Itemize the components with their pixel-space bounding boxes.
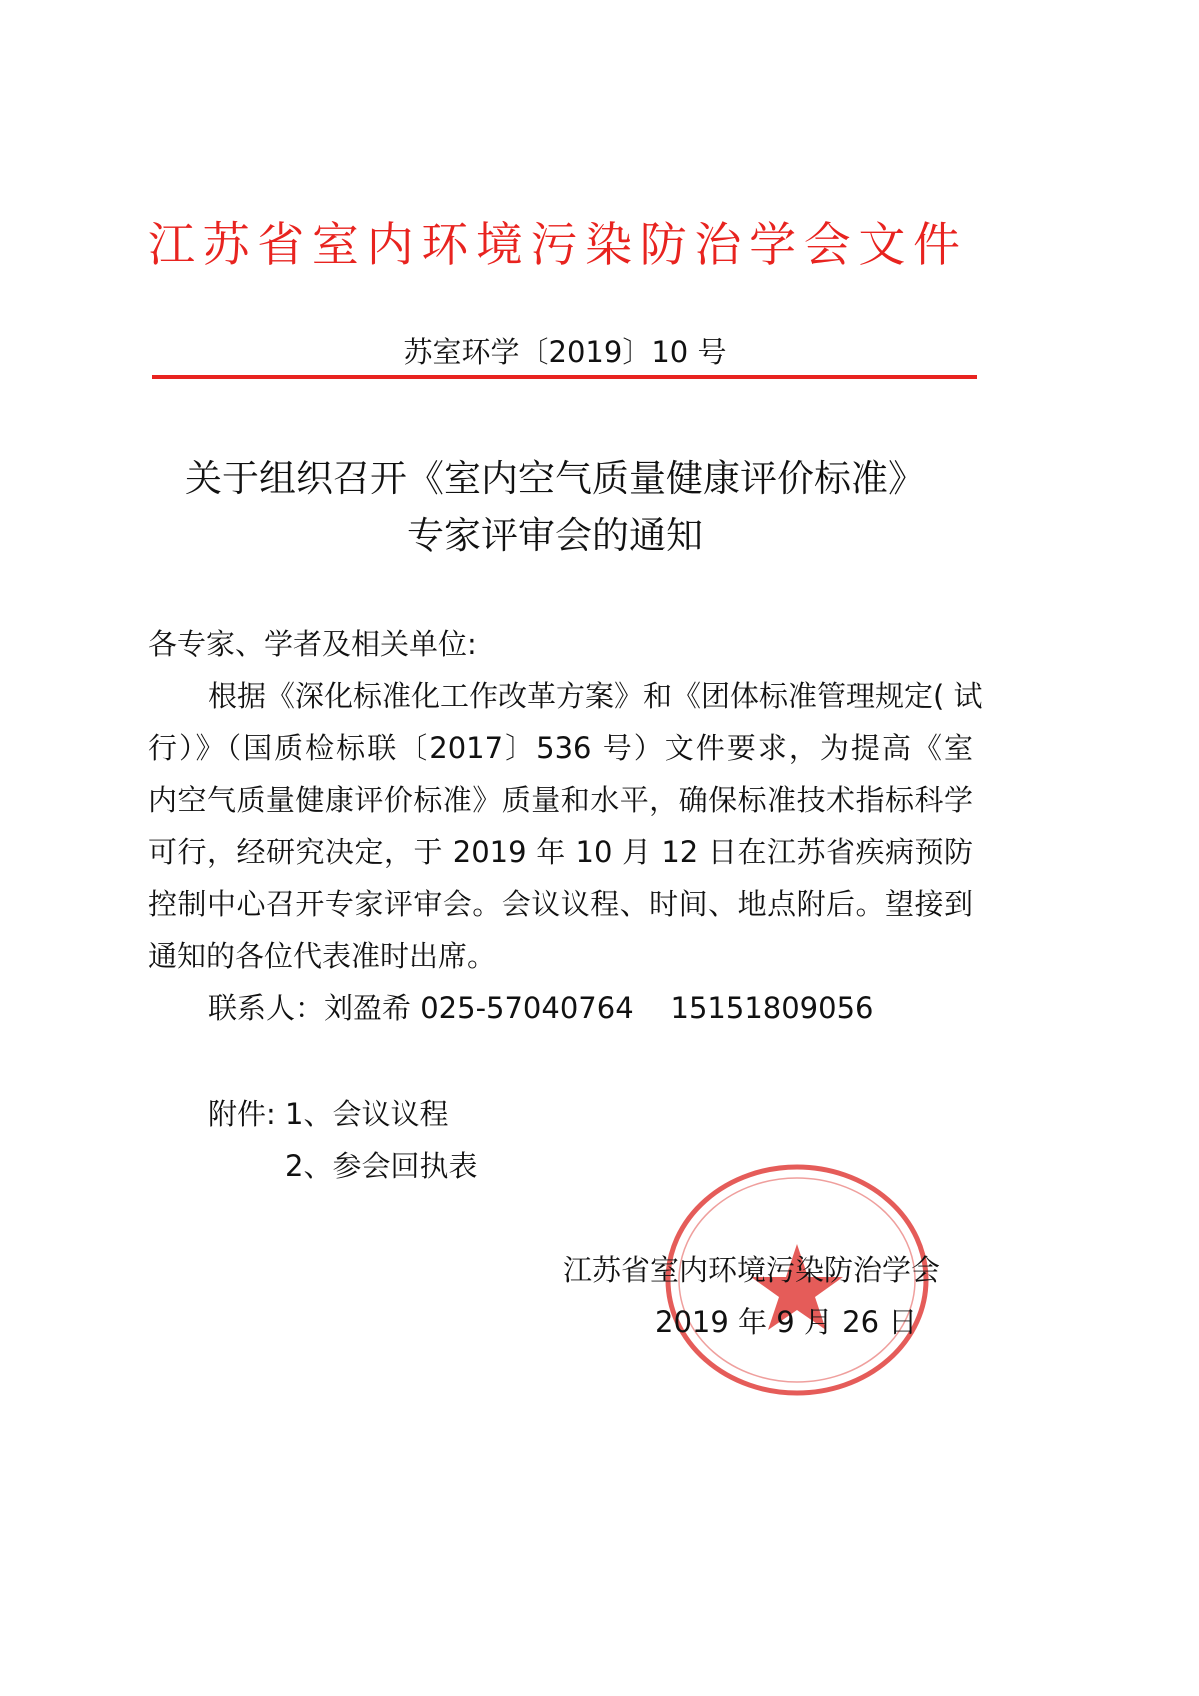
attachment-item-2: 2、参会回执表 — [285, 1149, 478, 1183]
salutation: 各专家、学者及相关单位: — [148, 627, 477, 661]
subject-line-2: 专家评审会的通知 — [407, 514, 703, 557]
paragraph-line: 控制中心召开专家评审会。会议议程、时间、地点附后。望接到 — [148, 887, 973, 921]
header-divider — [152, 375, 977, 379]
attachment-item-1: 附件: 1、会议议程 — [208, 1097, 449, 1131]
paragraph-line: 行）》（国质检标联〔2017〕536 号）文件要求，为提高《室 — [148, 731, 973, 765]
contact-info: 联系人：刘盈希 025-57040764 15151809056 — [208, 991, 874, 1025]
paragraph-line: 内空气质量健康评价标准》质量和水平，确保标准技术指标科学 — [148, 783, 973, 817]
subject-line-1: 关于组织召开《室内空气质量健康评价标准》 — [185, 457, 925, 500]
paragraph-line: 可行，经研究决定，于 2019 年 10 月 12 日在江苏省疾病预防 — [148, 835, 973, 869]
signature-organization: 江苏省室内环境污染防治学会 — [563, 1253, 941, 1287]
document-header-title: 江苏省室内环境污染防治学会文件 — [148, 218, 960, 273]
paragraph-line: 根据《深化标准化工作改革方案》和《团体标准管理规定( 试 — [208, 679, 983, 713]
document-number: 苏室环学〔2019〕10 号 — [403, 335, 727, 369]
signature-date: 2019 年 9 月 26 日 — [655, 1305, 918, 1339]
paragraph-line: 通知的各位代表准时出席。 — [148, 939, 497, 973]
